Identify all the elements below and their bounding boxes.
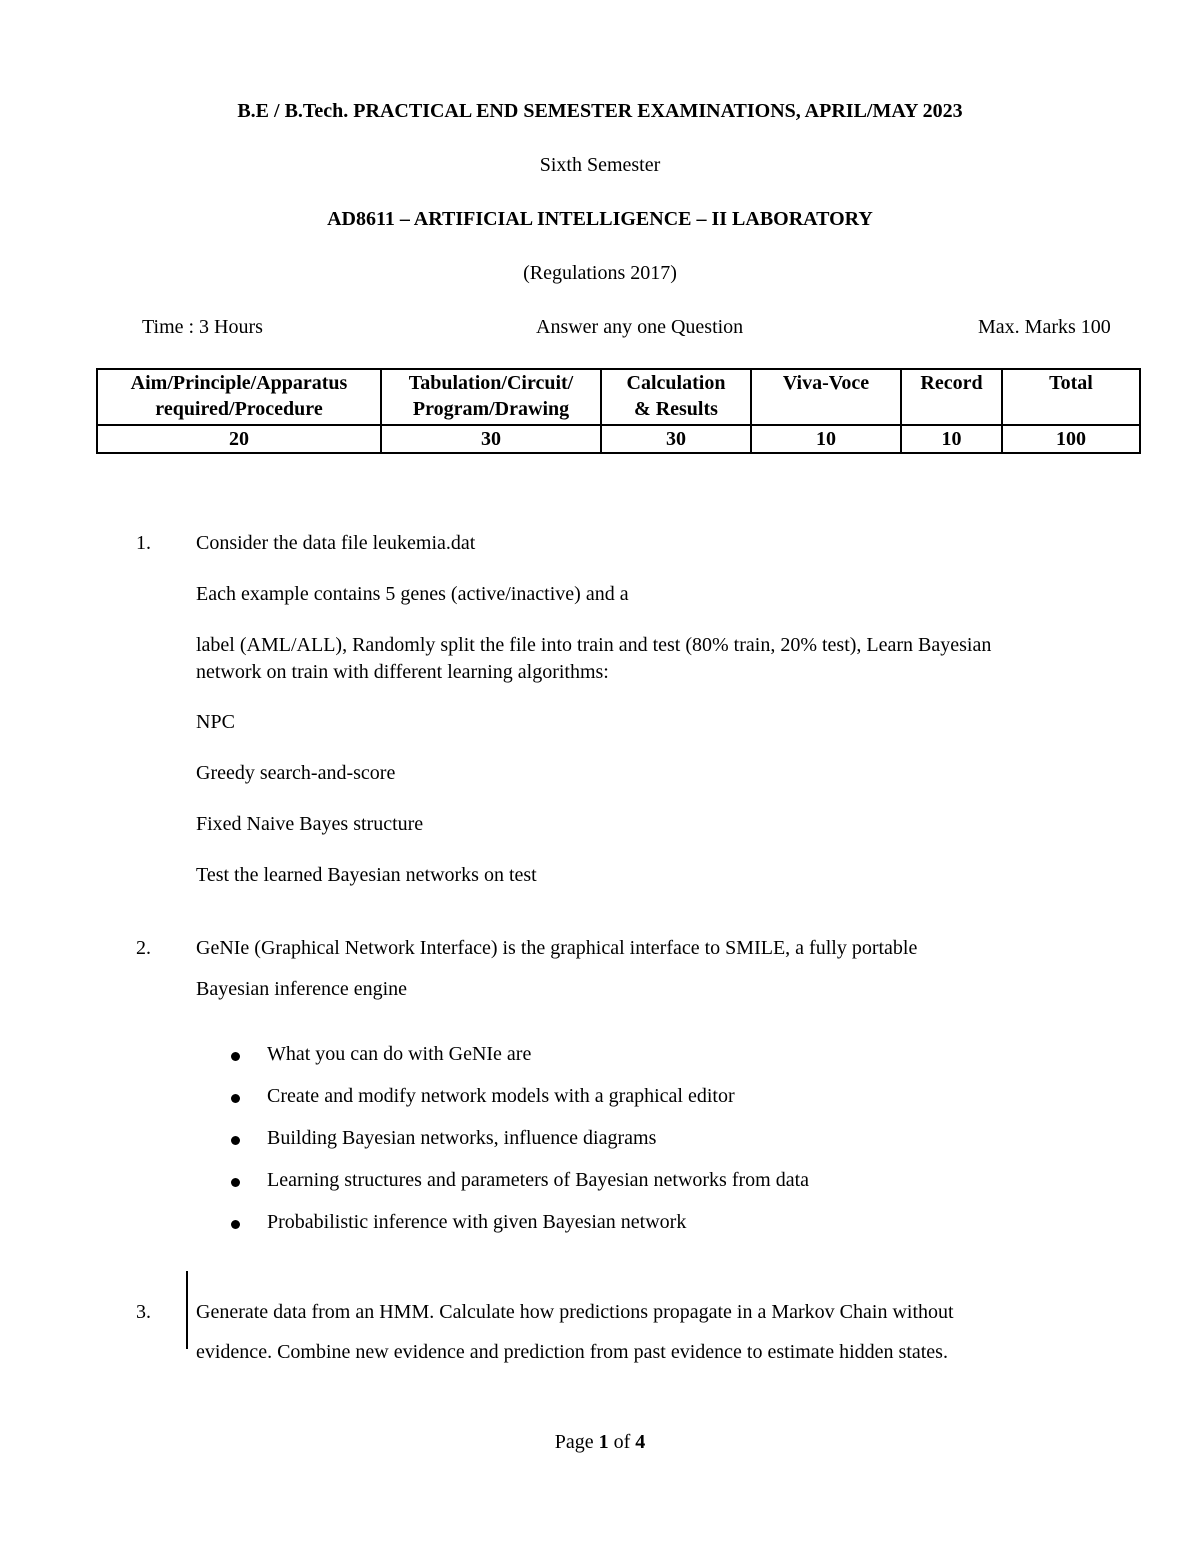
- marks-viva-voce: 10: [751, 425, 901, 453]
- question-2-bullet: Create and modify network models with a graphical editor: [267, 1085, 735, 1107]
- question-1-line: Consider the data file leukemia.dat: [196, 532, 476, 554]
- question-2-bullet: What you can do with GeNIe are: [267, 1043, 532, 1065]
- question-2-bullet: Learning structures and parameters of Bayesian networks from data: [267, 1169, 810, 1191]
- question-2-bullet: Building Bayesian networks, influence diagrams: [267, 1127, 657, 1149]
- question-1-line: Test the learned Bayesian networks on test: [196, 864, 537, 886]
- header-calculation: Calculation & Results: [601, 369, 751, 425]
- header-tabulation: Tabulation/Circuit/ Program/Drawing: [381, 369, 601, 425]
- bullet-icon: [231, 1178, 240, 1187]
- question-1-line: label (AML/ALL), Randomly split the file into train and test (80% train, 20% test), Learn Bayesian: [196, 634, 992, 656]
- question-1-line: Greedy search-and-score: [196, 762, 396, 784]
- marks-record: 10: [901, 425, 1002, 453]
- header-record: Record: [901, 369, 1002, 425]
- header-total: Total: [1002, 369, 1140, 425]
- question-2-bullet: Probabilistic inference with given Bayesian network: [267, 1211, 687, 1233]
- question-3-number: 3.: [136, 1301, 151, 1323]
- question-3-line: evidence. Combine new evidence and prediction from past evidence to estimate hidden states.: [196, 1341, 948, 1363]
- question-1-line: Each example contains 5 genes (active/inactive) and a: [196, 583, 629, 605]
- question-1-line: NPC: [196, 711, 235, 733]
- marks-table-values-row: [97, 425, 1140, 453]
- marks-table-header-row: [97, 369, 1140, 425]
- max-marks: Max. Marks 100: [978, 316, 1111, 338]
- marks-calculation: 30: [601, 425, 751, 453]
- question-1-number: 1.: [136, 532, 151, 554]
- bullet-icon: [231, 1094, 240, 1103]
- question-1-line: Fixed Naive Bayes structure: [196, 813, 424, 835]
- bullet-icon: [231, 1052, 240, 1061]
- marks-total: 100: [1002, 425, 1140, 453]
- answer-instruction: Answer any one Question: [536, 316, 744, 338]
- marks-aim: 20: [97, 425, 381, 453]
- question-1-line: network on train with different learning algorithms:: [196, 661, 609, 683]
- marks-tabulation: 30: [381, 425, 601, 453]
- question-2-line: GeNIe (Graphical Network Interface) is the graphical interface to SMILE, a fully portable: [196, 937, 918, 959]
- header-aim: Aim/Principle/Apparatus required/Procedure: [97, 369, 381, 425]
- header-viva-voce: Viva-Voce: [751, 369, 901, 425]
- exam-title: B.E / B.Tech. PRACTICAL END SEMESTER EXAMINATIONS, APRIL/MAY 2023: [237, 100, 963, 122]
- time-duration: Time : 3 Hours: [142, 316, 263, 338]
- regulations: (Regulations 2017): [523, 262, 677, 284]
- question-2-number: 2.: [136, 937, 151, 959]
- bullet-icon: [231, 1136, 240, 1145]
- marks-table: [96, 368, 1141, 454]
- course-title: AD8611 – ARTIFICIAL INTELLIGENCE – II LABORATORY: [327, 208, 873, 230]
- question-3-line: Generate data from an HMM. Calculate how predictions propagate in a Markov Chain without: [196, 1301, 954, 1323]
- question-2-line: Bayesian inference engine: [196, 978, 408, 1000]
- bullet-icon: [231, 1220, 240, 1229]
- margin-change-bar: [186, 1271, 188, 1349]
- page-number: Page 1 of 4: [554, 1431, 646, 1453]
- semester: Sixth Semester: [539, 154, 661, 176]
